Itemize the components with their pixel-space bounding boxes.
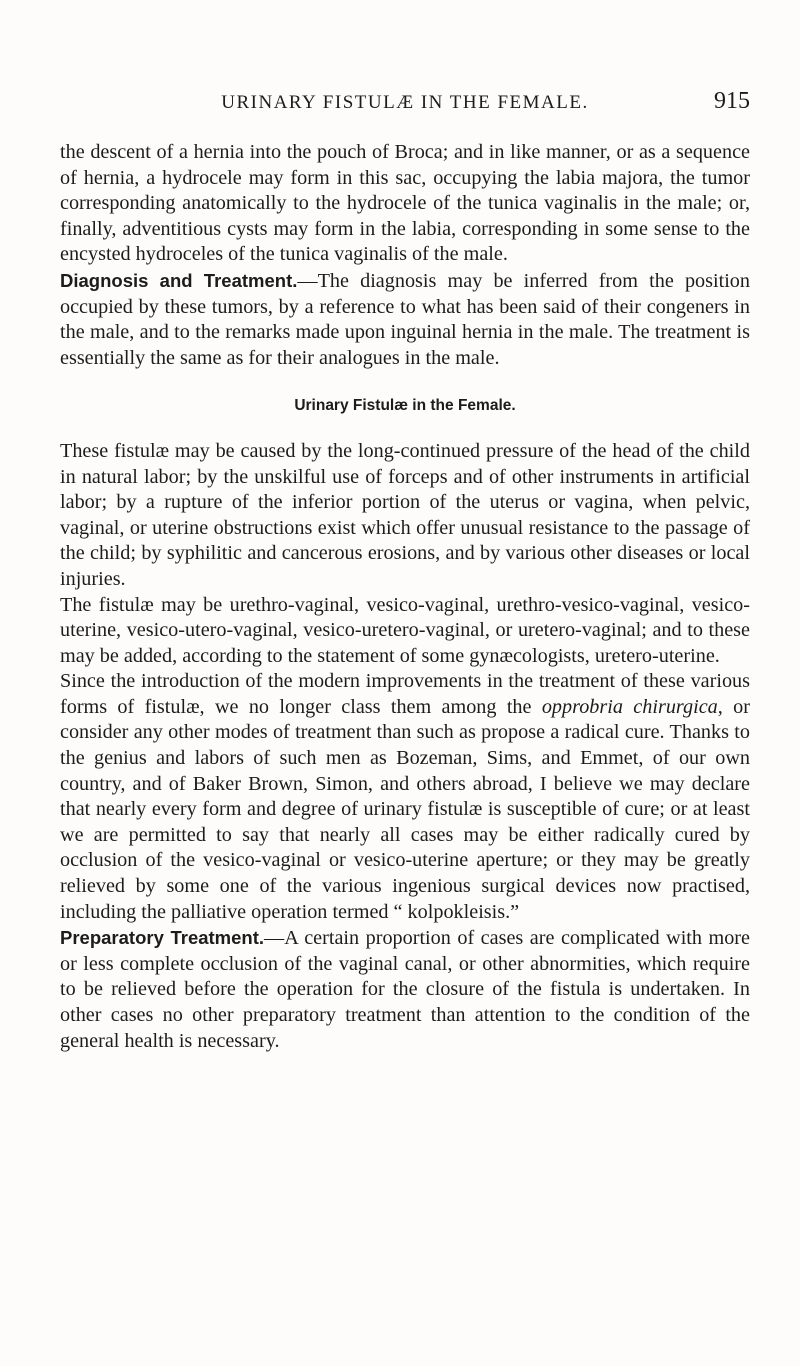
run-in-heading-diagnosis: Diagnosis and Treatment. — [60, 269, 298, 291]
paragraph-diagnosis-treatment — [60, 268, 750, 371]
running-title: URINARY FISTULÆ IN THE FEMALE. — [221, 92, 589, 113]
page-number: 915 — [714, 88, 750, 114]
run-in-heading-preparatory: Preparatory Treatment. — [60, 927, 265, 949]
running-head — [60, 88, 750, 122]
diagnosis-text: —The diagnosis may be inferred from the position occupied by these tumors, by a reference to what has been said of their congeners in the male, and to the remarks made upon inguinal hernia in the male. The treatment is essentially the same as for their analogues in the male. — [60, 269, 750, 369]
paragraph-preparatory-treatment — [60, 925, 750, 1054]
body-text — [60, 140, 750, 1054]
modern-treatment-text-b: , or consider any other modes of treatment than such as propose a radical cure. Thanks to the genius and labors of such men as Bozeman, Sims, and Emmet, of our own country, and of Baker Brown, Simon, and others abroad, I believe we may declare that nearly every form and degree of urinary fistulæ is susceptible of cure; or at least we are permitted to say that nearly all cases may be either radically cured by occlusion of the vesico-vaginal or vesico-uterine aperture; or they may be greatly relieved by some one of the various ingenious surgical devices now practised, including the palliative operation termed “ kolpokleisis.” — [60, 695, 750, 923]
modern-treatment-text-a: Since the introduction of the modern improvements in the treatment of these various forms of fistulæ, we no longer class them among the — [60, 670, 750, 718]
paragraph-types: The fistulæ may be urethro-vaginal, vesico-vaginal, urethro-vesico-vaginal, vesico-uterine, vesico-utero-vaginal, vesico-uretero-vaginal, or uretero-vaginal; and to these may be added, according to the statement of some gynæcologists, uretero-uterine. — [60, 593, 750, 667]
section-heading: Urinary Fistulæ in the Female. — [294, 397, 516, 415]
preparatory-text: —A certain proportion of cases are complicated with more or less complete occlusion of the vaginal canal, or other abnormities, which require to be relieved before the operation for the closure of the fistula is undertaken. In other cases no other preparatory treatment than attention to the condition of the general health is necessary. — [60, 927, 750, 1052]
paragraph-causes: These fistulæ may be caused by the long-continued pressure of the head of the child in natural labor; by the unskilful use of forceps and of other instruments in artificial labor; by a rupture of the inferior portion of the uterus or vagina, when pelvic, vaginal, or uterine obstructions exist which offer unusual resistance to the passage of the child; by syphilitic and cancerous erosions, and by various other diseases or local injuries. — [60, 439, 750, 590]
paragraph-modern-treatment — [60, 669, 750, 925]
paragraph-hernia-hydrocele: the descent of a hernia into the pouch of Broca; and in like manner, or as a sequence of hernia, a hydrocele may form in this sac, occupying the labia majora, the tumor corresponding anatomically to the hydrocele of the tunica vaginalis in the male; or, finally, adventitious cysts may form in the labia, corresponding in some sense to the encysted hydroceles of the tunica vaginalis of the male. — [60, 141, 750, 266]
latin-phrase: opprobria chirurgica — [541, 695, 718, 718]
